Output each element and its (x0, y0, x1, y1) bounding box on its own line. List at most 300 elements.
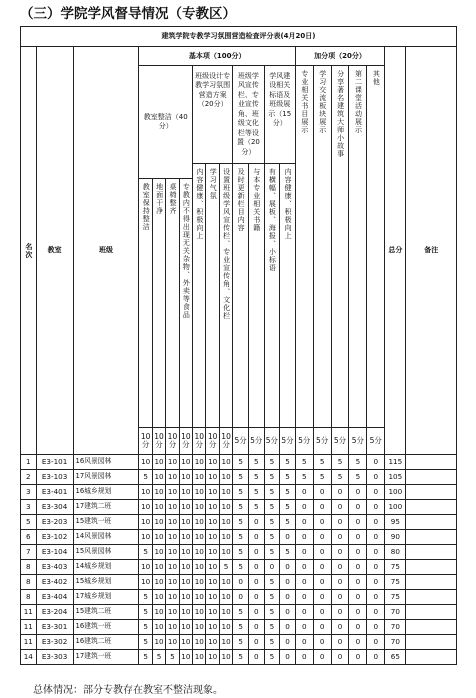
score-cell: 5 (233, 515, 249, 530)
score-cell: 0 (313, 575, 331, 590)
score-cell: 5 (139, 650, 152, 665)
header-item-6: 学习气氛 (206, 163, 219, 427)
remark-cell (406, 605, 457, 620)
score-cell: 10 (193, 515, 206, 530)
score-cell: 10 (152, 575, 165, 590)
score-cell: 10 (166, 605, 179, 620)
score-cell: 10 (193, 545, 206, 560)
header-item-16: 其他 (367, 66, 385, 428)
score-cell: 10 (219, 650, 232, 665)
section-title: （三）学院学风督导情况（专教区） (20, 6, 236, 22)
score-cell: 0 (295, 650, 313, 665)
score-cell: 5 (248, 470, 264, 485)
header-classroom: 教室 (36, 47, 73, 455)
score-cell: 0 (248, 515, 264, 530)
score-cell: 10 (219, 455, 232, 470)
score-cell: 5 (264, 530, 280, 545)
class-cell: 15风景园林 (73, 545, 139, 560)
score-cell: 5 (264, 500, 280, 515)
classroom-cell: E3-303 (36, 650, 73, 665)
score-cell: 10 (139, 530, 152, 545)
class-cell: 17风景园林 (73, 470, 139, 485)
score-cell: 5 (264, 455, 280, 470)
score-cell: 0 (248, 605, 264, 620)
max-score-cell: 5分 (331, 428, 349, 455)
score-cell: 0 (349, 545, 367, 560)
score-cell: 10 (179, 545, 192, 560)
score-cell: 5 (280, 485, 296, 500)
max-score-cell: 5分 (295, 428, 313, 455)
max-score-cell: 10分 (152, 428, 165, 455)
header-item-2: 地面干净 (152, 179, 165, 428)
max-score-cell: 10分 (206, 428, 219, 455)
score-cell: 10 (193, 455, 206, 470)
score-cell: 10 (219, 590, 232, 605)
score-cell: 10 (206, 470, 219, 485)
score-table (20, 26, 457, 665)
class-cell: 15城乡规划 (73, 575, 139, 590)
score-cell: 10 (152, 455, 165, 470)
score-cell: 5 (233, 455, 249, 470)
header-item-14: 分享著名建筑大师小故事 (331, 66, 349, 428)
score-cell: 10 (152, 560, 165, 575)
score-cell: 0 (295, 635, 313, 650)
score-cell: 0 (295, 515, 313, 530)
score-cell: 10 (139, 455, 152, 470)
table-row (21, 560, 457, 575)
score-cell: 10 (193, 620, 206, 635)
score-cell: 10 (179, 530, 192, 545)
score-cell: 0 (367, 590, 385, 605)
score-cell: 0 (248, 650, 264, 665)
class-cell: 16建筑二班 (73, 635, 139, 650)
score-cell: 10 (179, 575, 192, 590)
max-score-cell: 10分 (166, 428, 179, 455)
score-cell: 0 (331, 500, 349, 515)
score-cell: 5 (331, 455, 349, 470)
score-rows (21, 455, 457, 665)
table-row (21, 485, 457, 500)
score-cell: 10 (206, 635, 219, 650)
header-remarks: 备注 (406, 47, 457, 455)
score-cell: 0 (349, 590, 367, 605)
score-cell: 0 (280, 650, 296, 665)
score-cell: 0 (349, 620, 367, 635)
header-item-13: 学习交流板块展示 (313, 66, 331, 428)
score-cell: 0 (349, 515, 367, 530)
score-cell: 0 (264, 560, 280, 575)
score-cell: 5 (280, 500, 296, 515)
score-cell: 0 (280, 590, 296, 605)
score-cell: 0 (367, 455, 385, 470)
header-item-9: 与本专业相关书籍 (248, 163, 264, 427)
total-cell: 80 (385, 545, 406, 560)
score-cell: 10 (193, 605, 206, 620)
header-item-10: 有横幅、展板、海报、小标语 (264, 163, 280, 427)
score-cell: 0 (280, 575, 296, 590)
score-cell: 0 (248, 560, 264, 575)
remark-cell (406, 515, 457, 530)
score-cell: 0 (367, 545, 385, 560)
table-row (21, 500, 457, 515)
score-cell: 10 (179, 515, 192, 530)
score-cell: 10 (179, 635, 192, 650)
score-cell: 5 (139, 605, 152, 620)
score-cell: 10 (219, 635, 232, 650)
table-row (21, 515, 457, 530)
score-cell: 0 (367, 470, 385, 485)
total-cell: 100 (385, 485, 406, 500)
score-cell: 0 (280, 605, 296, 620)
header-sub-d: 学风建设相关标语及班级展示（15分） (264, 66, 295, 164)
score-cell: 0 (349, 605, 367, 620)
score-cell: 10 (219, 500, 232, 515)
rank-cell: 7 (21, 545, 37, 560)
score-cell: 5 (280, 515, 296, 530)
table-row (21, 575, 457, 590)
classroom-cell: E3-104 (36, 545, 73, 560)
classroom-cell: E3-403 (36, 560, 73, 575)
score-cell: 10 (219, 545, 232, 560)
score-cell: 0 (349, 485, 367, 500)
score-cell: 0 (295, 545, 313, 560)
score-cell: 0 (233, 575, 249, 590)
score-cell: 5 (248, 500, 264, 515)
score-cell: 5 (139, 635, 152, 650)
max-score-cell: 5分 (349, 428, 367, 455)
class-cell: 16建筑一班 (73, 620, 139, 635)
score-cell: 0 (295, 590, 313, 605)
score-cell: 0 (313, 515, 331, 530)
score-cell: 5 (139, 590, 152, 605)
score-cell: 5 (233, 545, 249, 560)
remark-cell (406, 575, 457, 590)
score-cell: 10 (179, 650, 192, 665)
score-cell: 5 (264, 650, 280, 665)
score-cell: 5 (280, 455, 296, 470)
score-cell: 0 (349, 635, 367, 650)
score-cell: 0 (331, 515, 349, 530)
score-cell: 0 (367, 575, 385, 590)
score-cell: 10 (152, 635, 165, 650)
score-cell: 0 (349, 500, 367, 515)
total-cell: 115 (385, 455, 406, 470)
score-cell: 5 (349, 470, 367, 485)
score-cell: 0 (295, 560, 313, 575)
total-cell: 95 (385, 515, 406, 530)
total-cell: 75 (385, 560, 406, 575)
classroom-cell: E3-304 (36, 500, 73, 515)
score-cell: 5 (295, 470, 313, 485)
score-cell: 10 (139, 500, 152, 515)
score-cell: 10 (206, 620, 219, 635)
score-cell: 5 (233, 485, 249, 500)
score-cell: 10 (219, 620, 232, 635)
score-cell: 5 (233, 560, 249, 575)
header-rank: 名次 (21, 47, 37, 455)
score-cell: 0 (331, 575, 349, 590)
score-cell: 5 (280, 545, 296, 560)
classroom-cell: E3-302 (36, 635, 73, 650)
remark-cell (406, 545, 457, 560)
classroom-cell: E3-203 (36, 515, 73, 530)
rank-cell: 2 (21, 470, 37, 485)
score-cell: 10 (219, 470, 232, 485)
class-cell: 16城乡规划 (73, 485, 139, 500)
header-item-12: 专业相关书目展示 (295, 66, 313, 428)
score-cell: 5 (264, 590, 280, 605)
score-cell: 10 (219, 485, 232, 500)
score-cell: 5 (295, 455, 313, 470)
max-score-cell: 10分 (193, 428, 206, 455)
class-cell: 15建筑二班 (73, 605, 139, 620)
score-cell: 10 (193, 635, 206, 650)
score-cell: 5 (139, 470, 152, 485)
score-cell: 0 (313, 545, 331, 560)
class-cell: 17城乡规划 (73, 590, 139, 605)
max-score-cell: 10分 (179, 428, 192, 455)
table-title: 建筑学院专教学习氛围营造检查评分表(4月20日) (21, 27, 457, 47)
score-cell: 10 (139, 575, 152, 590)
total-cell: 75 (385, 590, 406, 605)
score-cell: 0 (295, 575, 313, 590)
table-row (21, 530, 457, 545)
remark-cell (406, 620, 457, 635)
score-cell: 10 (166, 560, 179, 575)
table-row (21, 545, 457, 560)
class-cell: 16风景园林 (73, 455, 139, 470)
score-cell: 0 (280, 635, 296, 650)
score-cell: 10 (206, 455, 219, 470)
score-cell: 0 (367, 635, 385, 650)
score-cell: 10 (152, 620, 165, 635)
max-score-cell: 5分 (280, 428, 296, 455)
class-cell: 17建筑一班 (73, 650, 139, 665)
score-cell: 10 (206, 590, 219, 605)
score-cell: 0 (313, 605, 331, 620)
score-cell: 0 (331, 530, 349, 545)
score-cell: 10 (206, 650, 219, 665)
score-cell: 10 (206, 560, 219, 575)
total-cell: 70 (385, 620, 406, 635)
rank-cell: 8 (21, 575, 37, 590)
score-cell: 0 (280, 560, 296, 575)
score-cell: 10 (166, 455, 179, 470)
classroom-cell: E3-402 (36, 575, 73, 590)
score-cell: 10 (166, 515, 179, 530)
score-cell: 5 (152, 650, 165, 665)
score-cell: 5 (280, 470, 296, 485)
remark-cell (406, 455, 457, 470)
score-cell: 5 (248, 485, 264, 500)
score-cell: 10 (152, 530, 165, 545)
score-cell: 10 (206, 545, 219, 560)
score-cell: 5 (264, 605, 280, 620)
score-cell: 10 (179, 590, 192, 605)
score-cell: 0 (248, 620, 264, 635)
score-cell: 5 (349, 455, 367, 470)
score-cell: 5 (233, 605, 249, 620)
score-cell: 5 (264, 485, 280, 500)
score-cell: 0 (331, 650, 349, 665)
score-cell: 10 (152, 485, 165, 500)
score-cell: 0 (349, 650, 367, 665)
score-cell: 0 (367, 515, 385, 530)
total-cell: 75 (385, 575, 406, 590)
score-cell: 10 (152, 590, 165, 605)
score-cell: 5 (264, 515, 280, 530)
max-score-cell: 5分 (264, 428, 280, 455)
score-cell: 0 (295, 500, 313, 515)
table-row (21, 635, 457, 650)
remark-cell (406, 470, 457, 485)
score-cell: 0 (248, 635, 264, 650)
score-cell: 10 (193, 560, 206, 575)
score-cell: 0 (331, 635, 349, 650)
rank-cell: 6 (21, 530, 37, 545)
score-cell: 0 (367, 530, 385, 545)
score-cell: 10 (219, 605, 232, 620)
header-item-11: 内容健康、积极向上 (280, 163, 296, 427)
classroom-cell: E3-103 (36, 470, 73, 485)
rank-cell: 11 (21, 620, 37, 635)
score-cell: 10 (206, 500, 219, 515)
classroom-cell: E3-404 (36, 590, 73, 605)
score-cell: 10 (166, 635, 179, 650)
score-cell: 0 (331, 590, 349, 605)
score-cell: 10 (152, 545, 165, 560)
score-cell: 10 (179, 455, 192, 470)
header-row-1 (21, 47, 457, 66)
score-cell: 10 (166, 620, 179, 635)
score-cell: 10 (166, 590, 179, 605)
score-cell: 5 (264, 470, 280, 485)
score-cell: 0 (248, 590, 264, 605)
table-title-row (21, 27, 457, 47)
score-cell: 10 (179, 605, 192, 620)
score-cell: 0 (349, 530, 367, 545)
score-cell: 0 (248, 530, 264, 545)
score-cell: 5 (233, 470, 249, 485)
score-cell: 5 (331, 470, 349, 485)
score-cell: 0 (313, 650, 331, 665)
remark-cell (406, 530, 457, 545)
score-cell: 0 (367, 620, 385, 635)
score-cell: 0 (295, 605, 313, 620)
score-cell: 10 (152, 605, 165, 620)
score-cell: 10 (152, 500, 165, 515)
total-cell: 90 (385, 530, 406, 545)
score-cell: 5 (313, 470, 331, 485)
class-cell: 17建筑二班 (73, 500, 139, 515)
max-score-cell: 5分 (233, 428, 249, 455)
classroom-cell: E3-101 (36, 455, 73, 470)
score-cell: 0 (349, 560, 367, 575)
score-cell: 0 (367, 485, 385, 500)
classroom-cell: E3-401 (36, 485, 73, 500)
score-cell: 5 (233, 530, 249, 545)
rank-cell: 8 (21, 590, 37, 605)
score-cell: 5 (313, 455, 331, 470)
score-cell: 10 (166, 485, 179, 500)
max-score-cell: 5分 (248, 428, 264, 455)
remark-cell (406, 650, 457, 665)
table-row (21, 605, 457, 620)
score-cell: 10 (219, 515, 232, 530)
table-row (21, 620, 457, 635)
score-cell: 10 (193, 575, 206, 590)
score-cell: 10 (166, 500, 179, 515)
header-item-7: 设置班级学风宣传栏、专业宣传角、文化栏 (219, 163, 232, 427)
total-cell: 100 (385, 500, 406, 515)
score-cell: 0 (248, 575, 264, 590)
total-cell: 65 (385, 650, 406, 665)
score-cell: 5 (264, 635, 280, 650)
score-cell: 5 (248, 455, 264, 470)
header-item-8: 及时更新栏目内容 (233, 163, 249, 427)
score-cell: 0 (367, 650, 385, 665)
score-cell: 0 (331, 545, 349, 560)
classroom-cell: E3-204 (36, 605, 73, 620)
score-cell: 0 (295, 620, 313, 635)
score-cell: 0 (295, 485, 313, 500)
header-class: 班级 (73, 47, 139, 455)
score-cell: 5 (264, 545, 280, 560)
score-cell: 0 (331, 560, 349, 575)
score-cell: 10 (139, 560, 152, 575)
score-cell: 10 (193, 650, 206, 665)
score-cell: 0 (331, 620, 349, 635)
score-cell: 5 (233, 650, 249, 665)
score-cell: 10 (179, 560, 192, 575)
score-cell: 10 (166, 530, 179, 545)
score-cell: 10 (179, 485, 192, 500)
header-item-1: 教室保持整洁 (139, 179, 152, 428)
score-cell: 5 (139, 620, 152, 635)
max-score-cell: 5分 (367, 428, 385, 455)
table-row (21, 455, 457, 470)
score-cell: 10 (206, 605, 219, 620)
score-cell: 10 (193, 590, 206, 605)
score-cell: 10 (179, 620, 192, 635)
remark-cell (406, 485, 457, 500)
header-basic-group: 基本项（100分） (139, 47, 295, 66)
score-cell: 10 (193, 530, 206, 545)
score-cell: 0 (233, 590, 249, 605)
class-cell: 14风景园林 (73, 530, 139, 545)
score-cell: 10 (179, 500, 192, 515)
score-cell: 10 (193, 485, 206, 500)
remark-cell (406, 590, 457, 605)
header-item-4: 专教内不得出现无关杂物、外卖等食品 (179, 179, 192, 428)
score-cell: 10 (219, 530, 232, 545)
score-cell: 5 (139, 545, 152, 560)
score-cell: 0 (313, 590, 331, 605)
score-cell: 0 (313, 530, 331, 545)
score-cell: 0 (313, 560, 331, 575)
header-item-3: 桌椅整齐 (166, 179, 179, 428)
score-cell: 0 (331, 485, 349, 500)
header-item-15: 第二课堂活动展示 (349, 66, 367, 428)
rank-cell: 8 (21, 560, 37, 575)
max-score-cell: 10分 (219, 428, 232, 455)
score-cell: 10 (166, 470, 179, 485)
remark-cell (406, 560, 457, 575)
score-cell: 0 (313, 635, 331, 650)
rank-cell: 1 (21, 455, 37, 470)
score-cell: 10 (206, 530, 219, 545)
rank-cell: 14 (21, 650, 37, 665)
